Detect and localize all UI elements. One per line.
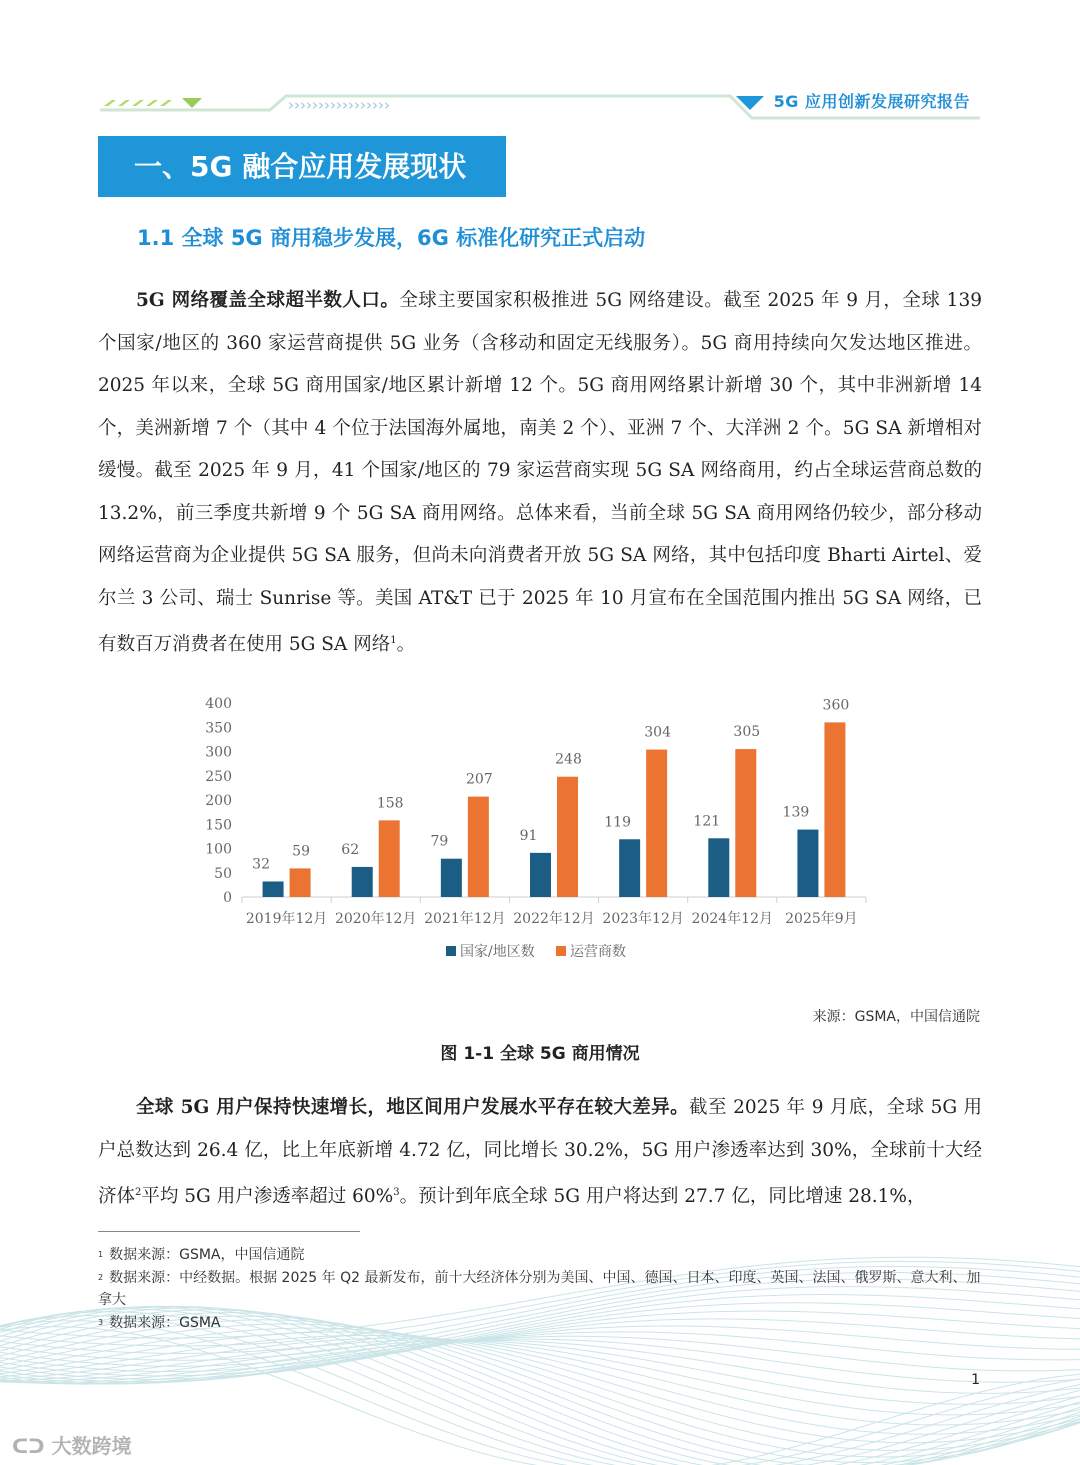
paragraph-lead: 全球 5G 用户保持快速增长，地区间用户发展水平存在较大差异。: [136, 1097, 690, 1118]
paragraph-text-2: 平均 5G 用户渗透率超过 60%: [141, 1186, 394, 1208]
paragraph-network-coverage: [98, 280, 982, 667]
footnote-item: $^3$ 数据来源：GSMA: [98, 1314, 221, 1331]
footnote-ref[interactable]: 2: [135, 1187, 142, 1198]
y-tick-label: 150: [205, 817, 232, 834]
header-report-title: 5G 应用创新发展研究报告: [773, 92, 970, 111]
commercial-5g-chart: [196, 690, 886, 975]
bar-operators: [824, 722, 845, 897]
data-label: 248: [555, 751, 582, 768]
bar-countries: [352, 867, 373, 897]
figure-caption: 图 1-1 全球 5G 商用情况: [440, 1044, 640, 1064]
data-label: 360: [822, 697, 850, 714]
bar-countries: [797, 830, 818, 897]
section-title: 一、5G 融合应用发展现状: [98, 136, 506, 197]
y-tick-label: 100: [205, 841, 232, 858]
footnote-item: $^1$ 数据来源：GSMA，中国信通院: [98, 1247, 305, 1263]
y-tick-label: 0: [223, 890, 232, 906]
bar-operators: [379, 820, 400, 897]
x-tick-label: 2023年12月: [602, 911, 684, 927]
data-label: 207: [465, 771, 493, 788]
bar-countries: [619, 839, 640, 897]
watermark-icon: ᑕᑐ: [12, 1434, 52, 1458]
x-tick-label: 2025年9月: [785, 911, 858, 927]
y-tick-label: 200: [205, 793, 232, 809]
paragraph-user-growth: [98, 1087, 982, 1219]
x-tick-label: 2019年12月: [245, 911, 328, 927]
y-tick-label: 400: [205, 696, 232, 712]
footnote-divider: [98, 1231, 360, 1232]
legend-swatch: [556, 946, 566, 956]
subsection-title: 1.1 全球 5G 商用稳步发展，6G 标准化研究正式启动: [137, 226, 646, 250]
header-chevrons-icon: ›››››››››››››››››: [288, 96, 390, 114]
y-tick-label: 50: [214, 865, 232, 882]
x-tick-label: 2021年12月: [424, 911, 506, 927]
footnote-item: $^2$ 数据来源：中经数据。根据 2025 年 Q2 最新发布，前十大经济体分别为美国、中国、德国、日本、印度、英国、法国、俄罗斯、意大利、加拿大: [98, 1269, 981, 1308]
page-number: 1: [971, 1372, 980, 1388]
footnotes: [98, 1244, 982, 1334]
legend-label: 国家/地区数: [460, 944, 535, 960]
y-tick-label: 250: [205, 768, 232, 785]
legend-swatch: [446, 946, 456, 956]
data-label: 158: [376, 795, 404, 812]
x-tick-label: 2022年12月: [513, 911, 595, 927]
footnote-ref[interactable]: 1: [390, 635, 397, 646]
data-label: 304: [644, 724, 672, 741]
bar-operators: [468, 797, 489, 897]
x-tick-label: 2020年12月: [334, 911, 417, 927]
y-tick-label: 300: [205, 744, 232, 761]
bar-countries: [441, 859, 462, 897]
data-label: 59: [292, 843, 310, 860]
watermark-logo: ᑕᑐ 大数跨境: [12, 1434, 132, 1458]
bar-countries: [708, 838, 729, 897]
x-tick-label: 2024年12月: [691, 911, 774, 927]
data-label: 91: [519, 827, 538, 844]
bar-operators: [646, 750, 667, 897]
bar-countries: [263, 881, 284, 897]
header-slashes-icon: [104, 100, 172, 106]
footnote-ref[interactable]: 3: [393, 1187, 400, 1198]
legend-label: 运营商数: [570, 944, 626, 960]
paragraph-text-1: 截至 2025 年 9 月底，全球 5G 用户总数达到 26.4 亿，比上年底新增 4.72 亿，同比增长 30.2%，5G 用户渗透率达到 30%，全球前十大经济体: [98, 1097, 982, 1208]
bar-operators: [290, 868, 311, 897]
bar-operators: [735, 749, 756, 897]
y-tick-label: 350: [205, 720, 232, 737]
data-label: 32: [252, 856, 270, 873]
data-label: 121: [693, 813, 721, 830]
data-label: 62: [341, 841, 360, 858]
data-label: 305: [733, 724, 761, 741]
data-label: 119: [604, 814, 632, 831]
header-triangle-left-icon: [182, 98, 202, 108]
paragraph-end: 。: [396, 634, 416, 656]
chart-source: 来源：GSMA，中国信通院: [812, 1009, 980, 1025]
data-label: 79: [430, 833, 449, 850]
bar-operators: [557, 777, 578, 897]
data-label: 139: [782, 804, 810, 821]
paragraph-body: 全球主要国家积极推进 5G 网络建设。截至 2025 年 9 月，全球 139 个国家/地区的 360 家运营商提供 5G 业务（含移动和固定无线服务）。5G 商用持续向欠发达地区推进。2025 年以来，全球 5G 商用国家/地区累计新增 12 个。5G 商用网络累计新增 30 个，其中非洲新增 14 个，美洲新增 7 个（其中 4 个位于法国海外属地，南美 2 个）、亚洲 7 个、大洋洲 2 个。5G SA 新增相对缓慢。截至 2025 年 9 月，41 个国家/地区的 79 家运营商实现 5G SA 网络商用，约占全球运营商总数的 13.2%，前三季度共新增 9 个 5G SA 商用网络。总体来看，当前全球 5G SA 商用网络仍较少，部分移动网络运营商为企业提供 5G SA 服务，但尚未向消费者开放 5G SA 网络，其中包括印度 Bharti Airtel、爱尔兰 3 公司、瑞士 Sunrise 等。美国 AT&T 已于 2025 年 10 月宣布在全国范围内推出 5G SA 网络，已有数百万消费者在使用 5G SA 网络: [98, 290, 983, 656]
paragraph-lead: 5G 网络覆盖全球超半数人口。: [136, 290, 400, 311]
bar-countries: [530, 853, 551, 897]
paragraph-text-3: 。预计到年底全球 5G 用户将达到 27.7 亿，同比增速 28.1%，: [399, 1186, 926, 1208]
